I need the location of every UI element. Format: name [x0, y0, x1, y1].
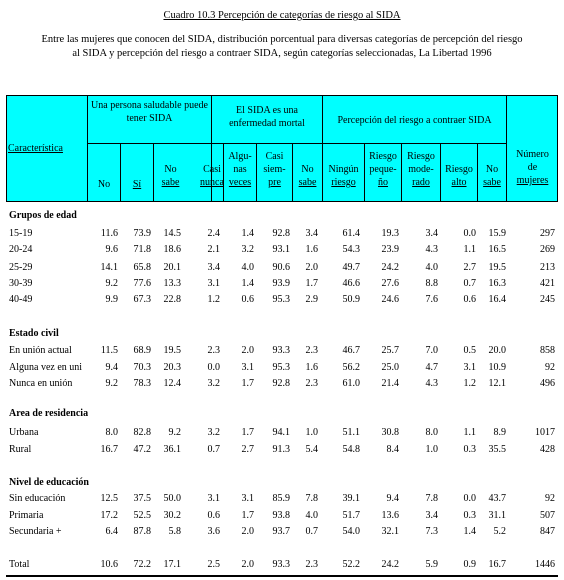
cell-value: 93.1	[272, 244, 290, 255]
cell-value: 90.6	[272, 262, 290, 273]
table-row	[0, 376, 564, 392]
row-label: 40-49	[9, 294, 33, 305]
cell-value: 3.2	[241, 244, 254, 255]
cell-value: 93.8	[272, 510, 290, 521]
cell-value: 73.9	[133, 228, 151, 239]
cell-value: 91.3	[272, 444, 290, 455]
cell-value: 43.7	[488, 493, 506, 504]
header-si: Sí	[132, 179, 142, 190]
header-riesgo-moderado: Riesgo mode- rado	[407, 151, 435, 188]
cell-value: 30.2	[163, 510, 181, 521]
cell-value: 93.3	[272, 559, 290, 570]
cell-value: 9.2	[105, 378, 118, 389]
cell-value: 3.4	[207, 262, 220, 273]
cell-value: 2.7	[241, 444, 254, 455]
cell-value: 49.7	[342, 262, 360, 273]
cell-value: 9.2	[168, 427, 181, 438]
cell-value: 95.3	[272, 362, 290, 373]
cell-value: 2.0	[305, 262, 318, 273]
table-row	[0, 425, 564, 441]
row-label: Urbana	[9, 427, 39, 438]
cell-value: 0.9	[463, 559, 476, 570]
cell-value: 5.4	[305, 444, 318, 455]
cell-value: 0.7	[305, 526, 318, 537]
cell-value: 10.9	[488, 362, 506, 373]
cell-value: 8.0	[105, 427, 118, 438]
cell-value: 1446	[535, 559, 555, 570]
cell-value: 25.7	[381, 345, 399, 356]
cell-value: 0.3	[463, 444, 476, 455]
cell-value: 8.8	[425, 278, 438, 289]
cell-value: 12.1	[488, 378, 506, 389]
cell-value: 9.4	[386, 493, 399, 504]
cell-value: 82.8	[133, 427, 151, 438]
cell-value: 4.3	[425, 244, 438, 255]
cell-value: 17.2	[100, 510, 118, 521]
cell-value: 3.6	[207, 526, 220, 537]
cell-value: 3.1	[207, 493, 220, 504]
table-row	[0, 491, 564, 507]
cell-value: 1.7	[241, 378, 254, 389]
cell-value: 1.4	[241, 278, 254, 289]
cell-value: 20.3	[163, 362, 181, 373]
row-label: Sin educación	[9, 493, 66, 504]
cell-value: 14.5	[163, 228, 181, 239]
cell-value: 8.0	[425, 427, 438, 438]
cell-value: 27.6	[381, 278, 399, 289]
cell-value: 1.7	[241, 510, 254, 521]
table-row	[0, 524, 564, 540]
cell-value: 16.5	[488, 244, 506, 255]
cell-value: 7.6	[425, 294, 438, 305]
table-row	[0, 260, 564, 276]
cell-value: 213	[540, 262, 555, 273]
cell-value: 61.0	[342, 378, 360, 389]
section-area-residencia: Area de residencia	[9, 408, 89, 419]
cell-value: 23.9	[381, 244, 399, 255]
header-numero-mujeres: Número de mujeres	[516, 149, 549, 186]
header-characteristic: Característica	[8, 143, 63, 154]
cell-value: 428	[540, 444, 555, 455]
cell-value: 3.1	[241, 493, 254, 504]
table-row	[0, 442, 564, 458]
cell-value: 421	[540, 278, 555, 289]
table-row	[0, 508, 564, 524]
cell-value: 24.2	[381, 559, 399, 570]
cell-value: 20.0	[488, 345, 506, 356]
cell-value: 0.7	[463, 278, 476, 289]
cell-value: 4.0	[305, 510, 318, 521]
table-row	[0, 276, 564, 292]
table-row	[0, 226, 564, 242]
cell-value: 0.5	[463, 345, 476, 356]
header-casi-siempre: Casi siem- pre	[263, 151, 286, 188]
cell-value: 92	[545, 362, 555, 373]
cell-value: 12.4	[163, 378, 181, 389]
cell-value: 30.8	[381, 427, 399, 438]
cell-value: 92.8	[272, 228, 290, 239]
table-row	[0, 292, 564, 308]
section-estado-civil: Estado civil	[9, 328, 59, 339]
cell-value: 496	[540, 378, 555, 389]
group-header-risk-perception: Percepción del riesgo a contraer SIDA	[337, 115, 492, 126]
group-header-mortal-disease: El SIDA es una enfermedad mortal	[229, 105, 305, 129]
cell-value: 1.7	[241, 427, 254, 438]
cell-value: 3.4	[425, 228, 438, 239]
cell-value: 5.2	[493, 526, 506, 537]
cell-value: 68.9	[133, 345, 151, 356]
cell-value: 78.3	[133, 378, 151, 389]
cell-value: 11.5	[100, 345, 118, 356]
cell-value: 19.3	[381, 228, 399, 239]
table-subtitle-line-2: al SIDA y percepción del riesgo a contraer SIDA, según categorías seleccionadas, La Libertad 1996	[72, 48, 492, 59]
cell-value: 16.3	[488, 278, 506, 289]
cell-value: 3.1	[207, 278, 220, 289]
row-label: En unión actual	[9, 345, 72, 356]
cell-value: 1017	[535, 427, 555, 438]
table-row	[0, 343, 564, 359]
cell-value: 72.2	[133, 559, 151, 570]
cell-value: 16.4	[488, 294, 506, 305]
cell-value: 92.8	[272, 378, 290, 389]
cell-value: 93.7	[272, 526, 290, 537]
header-no: No	[97, 179, 111, 190]
cell-value: 35.5	[488, 444, 506, 455]
cell-value: 54.0	[342, 526, 360, 537]
cell-value: 52.5	[133, 510, 151, 521]
cell-value: 1.0	[305, 427, 318, 438]
cell-value: 1.6	[305, 244, 318, 255]
table-subtitle-line-1: Entre las mujeres que conocen del SIDA, distribución porcentual para diversas categorías de percepción del riesgo	[41, 34, 523, 45]
cell-value: 36.1	[163, 444, 181, 455]
cell-value: 5.8	[168, 526, 181, 537]
cell-value: 1.7	[305, 278, 318, 289]
cell-value: 2.9	[305, 294, 318, 305]
header-algunas-veces: Algu- nas veces	[228, 151, 252, 188]
cell-value: 24.2	[381, 262, 399, 273]
cell-value: 2.5	[207, 559, 220, 570]
cell-value: 7.8	[305, 493, 318, 504]
cell-value: 65.8	[133, 262, 151, 273]
cell-value: 2.3	[305, 559, 318, 570]
cell-value: 858	[540, 345, 555, 356]
cell-value: 77.6	[133, 278, 151, 289]
cell-value: 19.5	[163, 345, 181, 356]
cell-value: 37.5	[133, 493, 151, 504]
cell-value: 51.7	[342, 510, 360, 521]
cell-value: 7.3	[425, 526, 438, 537]
cell-value: 7.0	[425, 345, 438, 356]
cell-value: 6.4	[105, 526, 118, 537]
cell-value: 50.0	[163, 493, 181, 504]
header-casi-nunca: Casi nunca	[200, 164, 224, 188]
cell-value: 11.6	[100, 228, 118, 239]
cell-value: 3.2	[207, 427, 220, 438]
cell-value: 9.2	[105, 278, 118, 289]
cell-value: 18.6	[163, 244, 181, 255]
cell-value: 0.6	[241, 294, 254, 305]
cell-value: 50.9	[342, 294, 360, 305]
cell-value: 32.1	[381, 526, 399, 537]
table-row	[0, 557, 564, 573]
cell-value: 507	[540, 510, 555, 521]
cell-value: 92	[545, 493, 555, 504]
cell-value: 19.5	[488, 262, 506, 273]
cell-value: 1.0	[425, 444, 438, 455]
cell-value: 4.7	[425, 362, 438, 373]
cell-value: 1.1	[463, 244, 476, 255]
cell-value: 297	[540, 228, 555, 239]
cell-value: 4.0	[425, 262, 438, 273]
cell-value: 8.4	[386, 444, 399, 455]
cell-value: 94.1	[272, 427, 290, 438]
cell-value: 2.3	[305, 345, 318, 356]
bottom-rule	[6, 575, 558, 577]
cell-value: 3.4	[425, 510, 438, 521]
cell-value: 56.2	[342, 362, 360, 373]
cell-value: 13.6	[381, 510, 399, 521]
cell-value: 2.0	[241, 526, 254, 537]
cell-value: 2.1	[207, 244, 220, 255]
cell-value: 39.1	[342, 493, 360, 504]
cell-value: 1.2	[207, 294, 220, 305]
cell-value: 61.4	[342, 228, 360, 239]
cell-value: 2.0	[241, 559, 254, 570]
cell-value: 71.8	[133, 244, 151, 255]
group-header-healthy-person: Una persona saludable puede tener SIDA	[91, 100, 208, 124]
cell-value: 87.8	[133, 526, 151, 537]
header-ningun-riesgo: Ningún riesgo	[328, 164, 359, 188]
table-title: Cuadro 10.3 Percepción de categorías de riesgo al SIDA	[163, 10, 401, 21]
cell-value: 2.0	[241, 345, 254, 356]
row-label: 25-29	[9, 262, 33, 273]
cell-value: 3.1	[241, 362, 254, 373]
cell-value: 1.2	[463, 378, 476, 389]
cell-value: 0.0	[463, 228, 476, 239]
cell-value: 0.6	[207, 510, 220, 521]
cell-value: 95.3	[272, 294, 290, 305]
cell-value: 12.5	[100, 493, 118, 504]
row-label: 20-24	[9, 244, 33, 255]
cell-value: 9.6	[105, 244, 118, 255]
table-row	[0, 242, 564, 258]
cell-value: 3.2	[207, 378, 220, 389]
cell-value: 4.3	[425, 378, 438, 389]
cell-value: 52.2	[342, 559, 360, 570]
cell-value: 21.4	[381, 378, 399, 389]
cell-value: 31.1	[488, 510, 506, 521]
cell-value: 16.7	[100, 444, 118, 455]
header-riesgo-pequeno: Riesgo peque- ño	[369, 151, 397, 188]
cell-value: 5.9	[425, 559, 438, 570]
cell-value: 2.7	[463, 262, 476, 273]
header-no-sabe-1: No sabe	[161, 164, 180, 188]
row-label: Total	[9, 559, 30, 570]
cell-value: 3.1	[463, 362, 476, 373]
cell-value: 67.3	[133, 294, 151, 305]
cell-value: 93.9	[272, 278, 290, 289]
table-row	[0, 360, 564, 376]
cell-value: 2.3	[305, 378, 318, 389]
cell-value: 7.8	[425, 493, 438, 504]
cell-value: 47.2	[133, 444, 151, 455]
cell-value: 9.9	[105, 294, 118, 305]
cell-value: 46.7	[342, 345, 360, 356]
cell-value: 0.7	[207, 444, 220, 455]
cell-value: 0.0	[207, 362, 220, 373]
cell-value: 847	[540, 526, 555, 537]
cell-value: 1.4	[241, 228, 254, 239]
header-no-sabe-3: No sabe	[483, 164, 501, 188]
cell-value: 1.1	[463, 427, 476, 438]
cell-value: 4.0	[241, 262, 254, 273]
header-no-sabe-2: No sabe	[298, 164, 317, 188]
cell-value: 0.3	[463, 510, 476, 521]
cell-value: 17.1	[163, 559, 181, 570]
cell-value: 2.4	[207, 228, 220, 239]
cell-value: 0.6	[463, 294, 476, 305]
cell-value: 24.6	[381, 294, 399, 305]
cell-value: 16.7	[488, 559, 506, 570]
cell-value: 1.6	[305, 362, 318, 373]
section-grupos-de-edad: Grupos de edad	[9, 210, 77, 221]
cell-value: 70.3	[133, 362, 151, 373]
row-label: Alguna vez en uni	[9, 362, 83, 373]
cell-value: 13.3	[163, 278, 181, 289]
cell-value: 8.9	[493, 427, 506, 438]
header-riesgo-alto: Riesgo alto	[445, 164, 473, 188]
section-nivel-educacion: Nivel de educación	[9, 477, 89, 488]
cell-value: 15.9	[488, 228, 506, 239]
cell-value: 85.9	[272, 493, 290, 504]
row-label: 15-19	[9, 228, 33, 239]
cell-value: 269	[540, 244, 555, 255]
cell-value: 10.6	[100, 559, 118, 570]
cell-value: 245	[540, 294, 555, 305]
row-label: 30-39	[9, 278, 33, 289]
cell-value: 93.3	[272, 345, 290, 356]
row-label: Nunca en unión	[9, 378, 73, 389]
cell-value: 51.1	[342, 427, 360, 438]
row-label: Primaria	[9, 510, 44, 521]
cell-value: 0.0	[463, 493, 476, 504]
cell-value: 20.1	[163, 262, 181, 273]
cell-value: 54.3	[342, 244, 360, 255]
cell-value: 22.8	[163, 294, 181, 305]
cell-value: 1.4	[463, 526, 476, 537]
row-label: Secundaria +	[9, 526, 62, 537]
cell-value: 14.1	[100, 262, 118, 273]
cell-value: 9.4	[105, 362, 118, 373]
cell-value: 46.6	[342, 278, 360, 289]
cell-value: 3.4	[305, 228, 318, 239]
cell-value: 2.3	[207, 345, 220, 356]
row-label: Rural	[9, 444, 32, 455]
cell-value: 54.8	[342, 444, 360, 455]
cell-value: 25.0	[381, 362, 399, 373]
